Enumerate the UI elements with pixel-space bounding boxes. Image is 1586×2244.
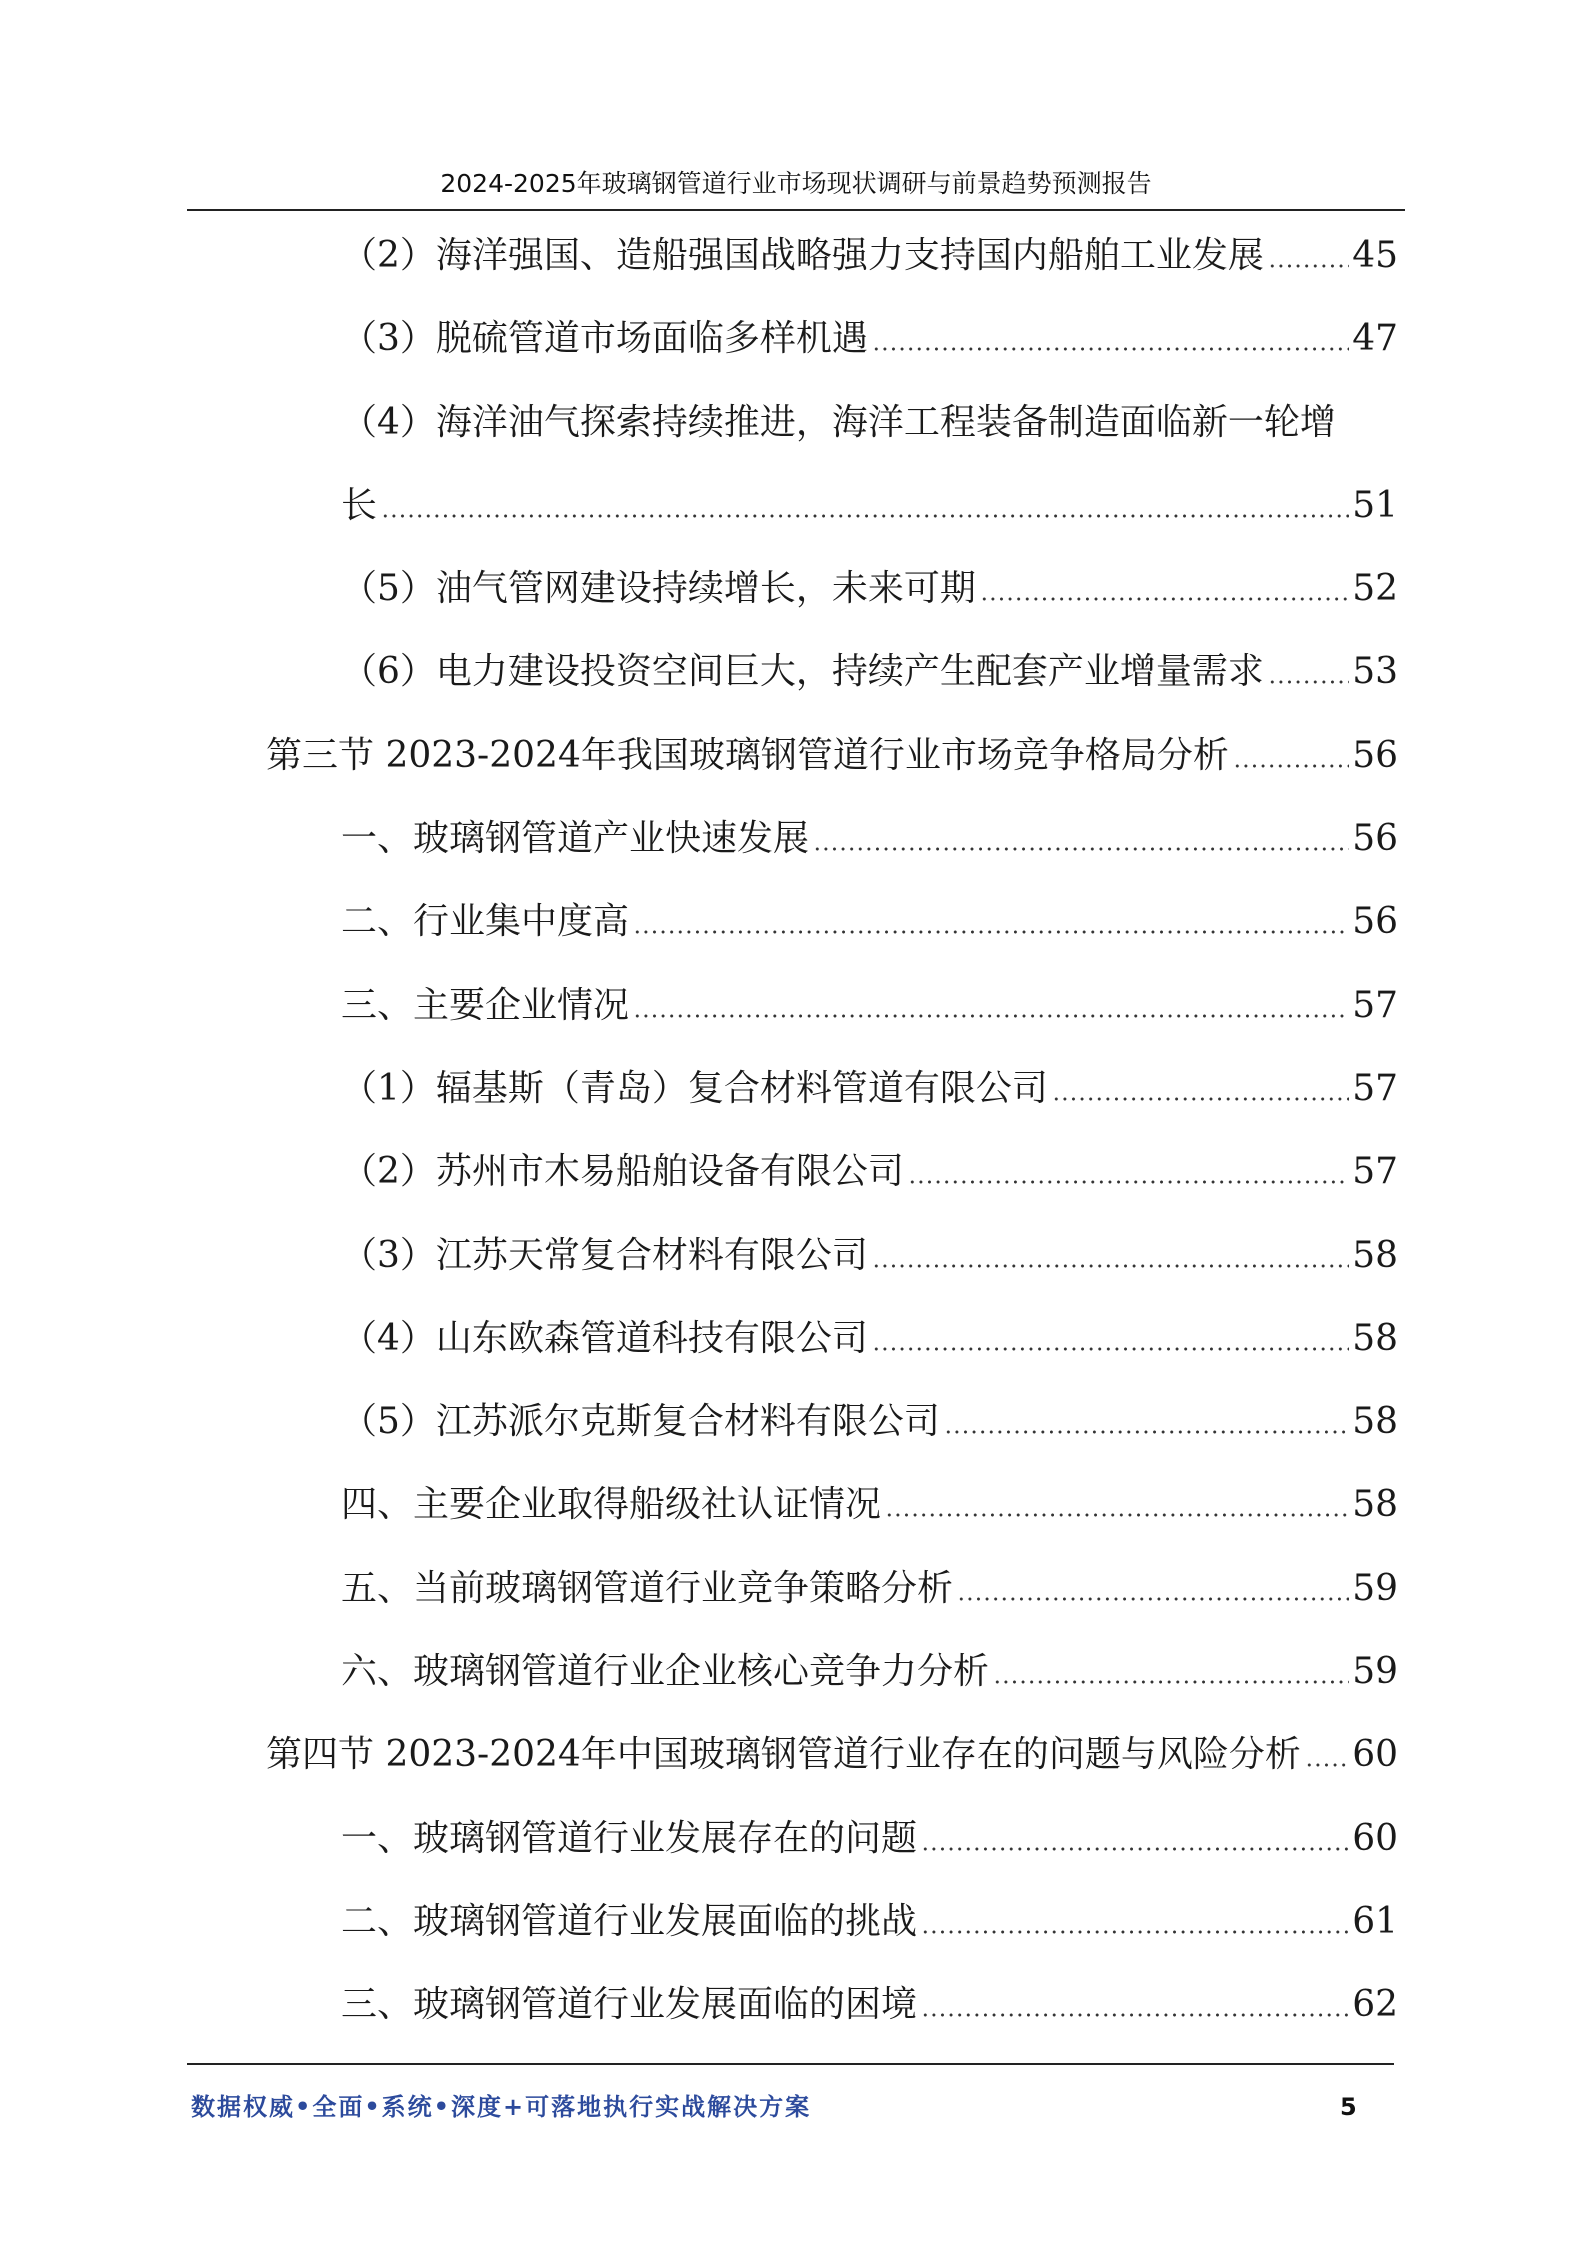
toc-entry-title: （4）山东欧森管道科技有限公司 <box>341 1317 868 1359</box>
toc-entry <box>0 1880 1398 1963</box>
toc-entry <box>0 214 1398 297</box>
toc-page-number: 60 <box>1352 1817 1398 1859</box>
dot-leader <box>1268 214 1349 297</box>
toc-entry <box>0 1130 1398 1213</box>
toc-page-number: 58 <box>1352 1484 1398 1526</box>
toc-page-number: 62 <box>1352 1984 1398 2026</box>
toc-entry-title: （5）江苏派尔克斯复合材料有限公司 <box>341 1401 940 1443</box>
dot-leader <box>957 1547 1349 1630</box>
toc-entry-title: （1）辐基斯（青岛）复合材料管道有限公司 <box>341 1067 1048 1109</box>
toc-entry-title: 一、玻璃钢管道行业发展存在的问题 <box>341 1817 918 1859</box>
toc-page-number: 45 <box>1352 235 1398 276</box>
page-number: 5 <box>1340 2093 1357 2121</box>
dot-leader <box>1268 630 1349 713</box>
toc-page-number: 58 <box>1352 1401 1398 1443</box>
dot-leader <box>908 1130 1349 1213</box>
footer-divider <box>187 2063 1394 2065</box>
toc-entry <box>0 1797 1398 1880</box>
toc-page-number: 53 <box>1352 651 1398 693</box>
toc-page-number: 47 <box>1352 318 1398 360</box>
toc-section-title: 第四节 2023-2024年中国玻璃钢管道行业存在的问题与风险分析 <box>266 1734 1301 1776</box>
dot-leader <box>381 464 1349 547</box>
dot-leader <box>980 547 1349 630</box>
dot-leader <box>1233 714 1349 797</box>
toc-page-number: 58 <box>1352 1234 1398 1276</box>
dot-leader <box>1052 1047 1349 1130</box>
toc-page-number: 57 <box>1352 984 1398 1026</box>
toc-entry-title: 五、当前玻璃钢管道行业竞争策略分析 <box>341 1567 954 1609</box>
toc-entry-title: （2）苏州市木易船舶设备有限公司 <box>341 1151 904 1193</box>
dot-leader <box>872 1214 1349 1297</box>
toc-page-number: 56 <box>1352 901 1398 943</box>
toc-entry <box>0 1963 1398 2046</box>
toc-page-number: 59 <box>1352 1567 1398 1609</box>
toc-entry <box>0 1380 1398 1463</box>
toc-entry <box>0 964 1398 1047</box>
dot-leader <box>885 1463 1349 1546</box>
dot-leader <box>813 797 1349 880</box>
toc-entry-first-line <box>0 381 1398 464</box>
toc-entry <box>0 630 1398 713</box>
toc-entry-title: 二、行业集中度高 <box>341 901 630 943</box>
toc-entry <box>0 1630 1398 1713</box>
toc-entry-title: 二、玻璃钢管道行业发展面临的挑战 <box>341 1900 918 1942</box>
dot-leader <box>921 1797 1349 1880</box>
toc-entry <box>0 797 1398 880</box>
toc-entry-title: （3）江苏天常复合材料有限公司 <box>341 1234 868 1276</box>
toc-entry <box>0 1214 1398 1297</box>
toc-page-number: 58 <box>1352 1317 1398 1359</box>
dot-leader <box>1305 1713 1349 1796</box>
dot-leader <box>633 880 1349 963</box>
toc-page-number: 52 <box>1352 568 1398 610</box>
toc-page-number: 59 <box>1352 1651 1398 1693</box>
toc-entry-title-continued: 长 <box>341 484 378 526</box>
toc-entry <box>0 1547 1398 1630</box>
toc-entry <box>0 547 1398 630</box>
toc-section-entry <box>0 1713 1398 1796</box>
toc-page-number: 56 <box>1352 734 1398 776</box>
toc-entry-title: 六、玻璃钢管道行业企业核心竞争力分析 <box>341 1651 990 1693</box>
toc-entry-title: 四、主要企业取得船级社认证情况 <box>341 1484 882 1526</box>
toc-entry-title: （3）脱硫管道市场面临多样机遇 <box>341 318 868 360</box>
dot-leader <box>993 1630 1349 1713</box>
toc-entry-title: 三、玻璃钢管道行业发展面临的困境 <box>341 1984 918 2026</box>
dot-leader <box>921 1880 1349 1963</box>
toc-section-title: 第三节 2023-2024年我国玻璃钢管道行业市场竞争格局分析 <box>266 734 1229 776</box>
toc-entry-title: （4）海洋油气探索持续推进，海洋工程装备制造面临新一轮增 <box>341 401 1336 443</box>
toc-page-number: 56 <box>1352 818 1398 860</box>
toc-entry-title: （5）油气管网建设持续增长，未来可期 <box>341 568 976 610</box>
toc-entry-title: 一、玻璃钢管道产业快速发展 <box>341 818 810 860</box>
toc-entry-continuation <box>0 464 1398 547</box>
dot-leader <box>872 1297 1349 1380</box>
dot-leader <box>872 297 1349 380</box>
table-of-contents <box>0 214 1398 2047</box>
toc-entry-title: 三、主要企业情况 <box>341 984 630 1026</box>
report-header-title: 2024-2025年玻璃钢管道行业市场现状调研与前景趋势预测报告 <box>440 169 1152 198</box>
header-divider <box>187 209 1405 211</box>
toc-entry <box>0 1297 1398 1380</box>
footer-slogan: 数据权威•全面•系统•深度+可落地执行实战解决方案 <box>191 2092 812 2121</box>
toc-entry <box>0 880 1398 963</box>
dot-leader <box>944 1380 1349 1463</box>
toc-page-number: 60 <box>1352 1734 1398 1776</box>
dot-leader <box>921 1963 1349 2046</box>
toc-entry <box>0 1463 1398 1546</box>
toc-entry-title: （6）电力建设投资空间巨大，持续产生配套产业增量需求 <box>341 651 1264 693</box>
dot-leader <box>633 964 1349 1047</box>
toc-page-number: 61 <box>1352 1900 1398 1942</box>
toc-page-number: 57 <box>1352 1067 1398 1109</box>
toc-entry <box>0 297 1398 380</box>
toc-entry-title: （2）海洋强国、造船强国战略强力支持国内船舶工业发展 <box>341 235 1264 276</box>
toc-page-number: 51 <box>1352 484 1398 526</box>
toc-page-number: 57 <box>1352 1151 1398 1193</box>
toc-section-entry <box>0 714 1398 797</box>
toc-entry <box>0 1047 1398 1130</box>
